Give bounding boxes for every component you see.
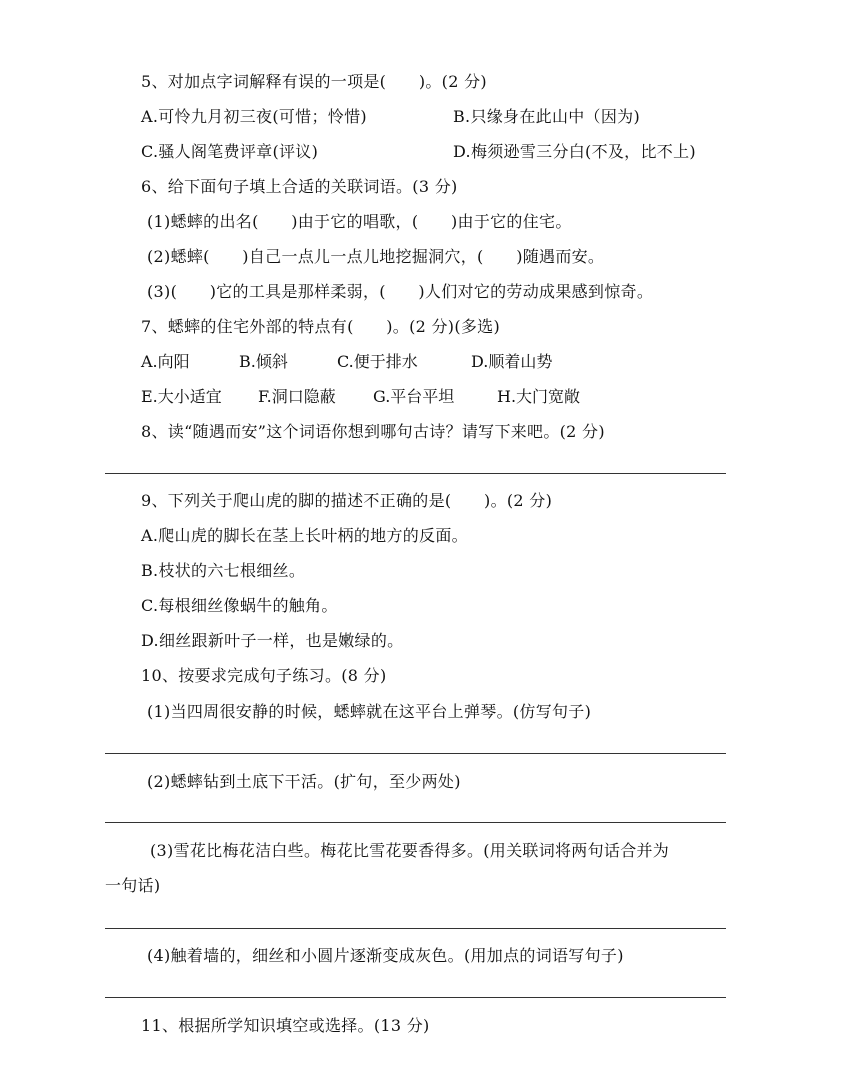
q7-option-f: F.洞口隐蔽 <box>258 387 336 406</box>
q9-stem: 9、下列关于爬山虎的脚的描述不正确的是( )。(2 分) <box>141 491 553 510</box>
q7-option-d: D.顺着山势 <box>471 352 553 371</box>
q6-sentence-1: (1)蟋蟀的出名( )由于它的唱歌，( )由于它的住宅。 <box>147 212 572 231</box>
q9-option-c: C.每根细丝像蜗牛的触角。 <box>141 596 338 615</box>
q10-1-answer-line <box>105 753 726 754</box>
q7-option-b: B.倾斜 <box>239 352 288 371</box>
q10-sentence-2: (2)蟋蟀钻到土底下干活。(扩句，至少两处) <box>147 772 461 791</box>
q10-4-answer-line <box>105 997 726 998</box>
q7-stem: 7、蟋蟀的住宅外部的特点有( )。(2 分)(多选) <box>141 317 500 336</box>
q7-option-h: H.大门宽敞 <box>497 387 581 406</box>
q6-sentence-3: (3)( )它的工具是那样柔弱，( )人们对它的劳动成果感到惊奇。 <box>147 282 654 301</box>
q10-sentence-4: (4)触着墙的，细丝和小圆片逐渐变成灰色。(用加点的词语写句子) <box>147 946 624 965</box>
q7-option-e: E.大小适宜 <box>141 387 222 406</box>
q5-option-d: D.梅须逊雪三分白(不及，比不上) <box>453 142 696 161</box>
q5-option-b: B.只缘身在此山中（因为) <box>453 107 640 126</box>
q11-stem: 11、根据所学知识填空或选择。(13 分) <box>141 1016 430 1035</box>
q6-sentence-2: (2)蟋蟀( )自己一点儿一点儿地挖掘洞穴，( )随遇而安。 <box>147 247 605 266</box>
q7-option-c: C.便于排水 <box>337 352 418 371</box>
q10-3-answer-line <box>105 928 726 929</box>
q9-option-b: B.枝状的六七根细丝。 <box>141 561 306 580</box>
q6-stem: 6、给下面句子填上合适的关联词语。(3 分) <box>141 177 458 196</box>
q10-stem: 10、按要求完成句子练习。(8 分) <box>141 666 387 685</box>
q7-option-g: G.平台平坦 <box>373 387 455 406</box>
q5-option-c: C.骚人阁笔费评章(评议) <box>141 142 319 161</box>
q10-2-answer-line <box>105 822 726 823</box>
q8-stem: 8、读“随遇而安”这个词语你想到哪句古诗？请写下来吧。(2 分) <box>141 422 605 441</box>
q5-stem: 5、对加点字词解释有误的一项是( )。(2 分) <box>141 72 487 91</box>
q10-sentence-3a: (3)雪花比梅花洁白些。梅花比雪花要香得多。(用关联词将两句话合并为 <box>150 841 670 860</box>
q9-option-d: D.细丝跟新叶子一样，也是嫩绿的。 <box>141 631 404 650</box>
q9-option-a: A.爬山虎的脚长在茎上长叶柄的地方的反面。 <box>141 526 468 545</box>
q7-option-a: A.向阳 <box>141 352 190 371</box>
q8-answer-line <box>105 473 726 474</box>
q10-sentence-3b: 一句话) <box>105 876 161 895</box>
q10-sentence-1: (1)当四周很安静的时候，蟋蟀就在这平台上弹琴。(仿写句子) <box>147 702 592 721</box>
q5-option-a: A.可怜九月初三夜(可惜；怜惜) <box>141 107 367 126</box>
